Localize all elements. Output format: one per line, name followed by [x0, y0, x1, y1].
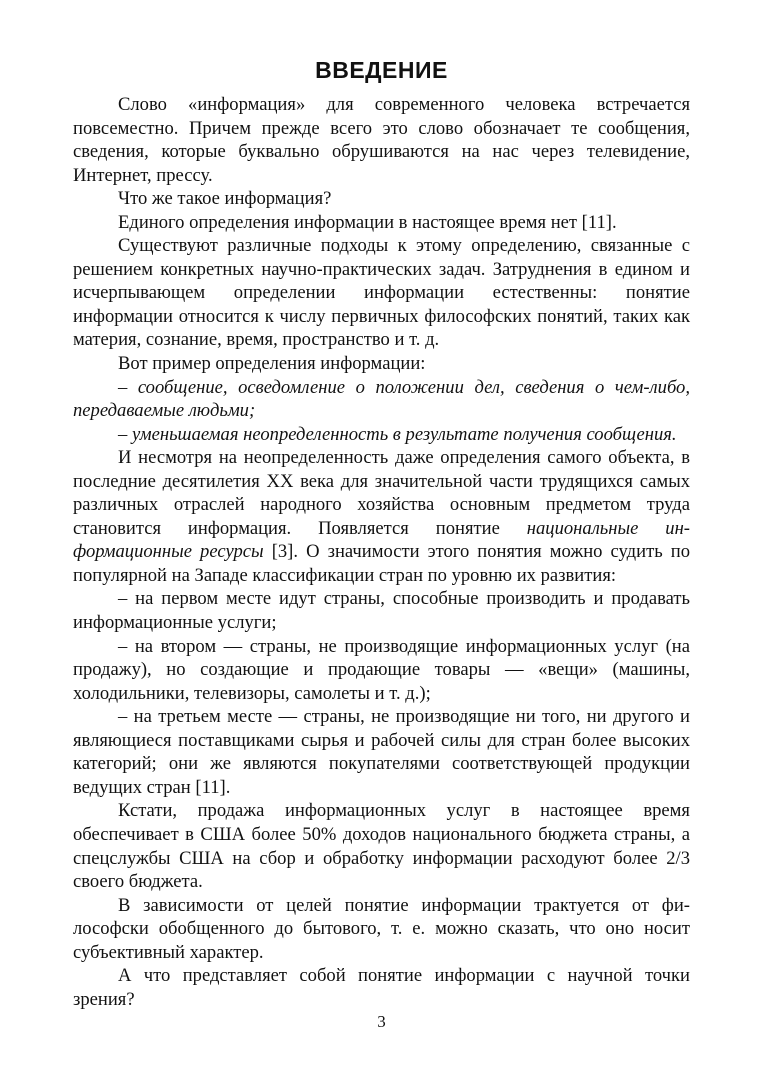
definition-item: – уменьшаемая неопределенность в результате получения сообщения. — [118, 423, 677, 445]
paragraph: Существуют различные подходы к этому определению, связанные с решением конкретных научно-практических задач. Затруднения в едином и исчерпывающем определении информации естественны: понятие информации относится к числу первичных философских понятий, таких как материя, сознание, время, пространство и т. д. — [73, 235, 690, 351]
paragraph: Кстати, продажа информационных услуг в настоящее время обеспечивает в США более 50% доходов национального бюджета страны, а спецслужбы США на сбор и обработку информации расходуют более 2/3 своего бюджета. — [73, 800, 690, 893]
document-page — [73, 52, 690, 1011]
paragraph — [73, 446, 690, 587]
definition-item: – сообщение, осведомление о положении дел, сведения о чем-либо, передаваемые людьми; — [73, 376, 690, 422]
paragraph-text: [3]. О значимости этого понятия можно судить по популярной на Западе классификации стран по уровню их развития: — [73, 541, 690, 586]
paragraph: Слово «информация» для современного человека встречается повсеместно. Причем прежде всего это слово обозначает те сообщения, сведения, которые буквально обрушиваются на нас через телевидение, Интернет, прессу. — [73, 94, 690, 186]
list-item: – на первом месте идут страны, способные производить и продавать информационные услуги; — [73, 588, 690, 634]
page-number: 3 — [377, 1012, 386, 1031]
list-item: – на втором — страны, не производящие информационных услуг (на продажу), но создающие и продающие товары — «вещи» (машины, холодильники, телевизоры, самолеты и т. д.); — [73, 635, 690, 704]
paragraph-text: И несмотря на неопределенность даже определения самого объекта, в последние десятилетия XX века для значительной части трудящихся самых различных отраслей народного хозяйства основным предметом труда становится информация. Появляется понятие — [73, 447, 690, 539]
paragraph: Вот пример определения информации: — [118, 353, 426, 375]
italic-term: национальные информационные ресурсы — [73, 517, 690, 563]
paragraph: В зависимости от целей понятие информации трактуется от философски обобщенного до бытового, т. е. можно сказать, что оно носит субъективный характер. — [73, 894, 690, 963]
paragraph: Что же такое информация? — [118, 188, 332, 210]
list-item: – на третьем месте — страны, не производящие ни того, ни другого и являющиеся поставщиками сырья и рабочей силы для стран более высоких категорий; они же являются покупателями соответствующей продукции ведущих стран [11]. — [73, 706, 690, 798]
chapter-title: ВВЕДЕНИЕ — [315, 57, 448, 83]
paragraph: А что представляет собой понятие информации с научной точки зрения? — [73, 965, 690, 1010]
paragraph: Единого определения информации в настоящее время нет [11]. — [118, 211, 617, 233]
